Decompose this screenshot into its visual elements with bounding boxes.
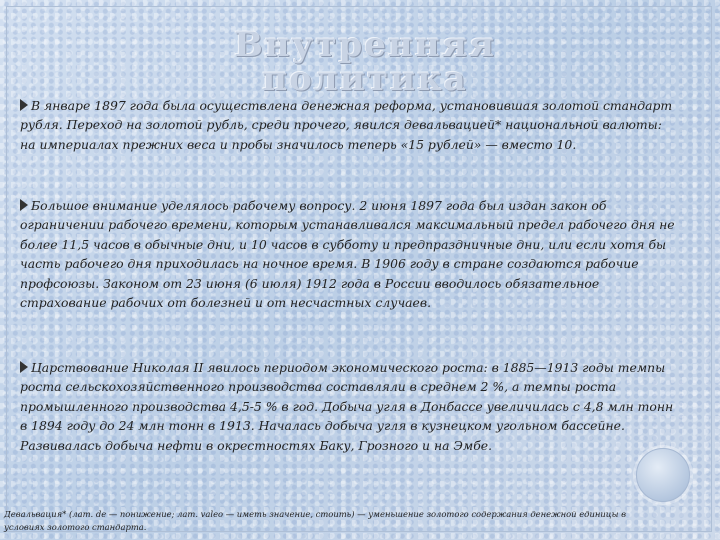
paragraph-text: Царствование Николая II явилось периодом экономического роста: в 1885—1913 годы темпы роста сельскохозяйственного производства составляли в среднем 2 %, а темпы роста промышленного производства 4,5-5 % в год. Добыча угля в Донбассе увеличилась с 4,8 млн тонн в 1894 году до 24 млн тонн в 1913. Началась добыча угля в кузнецком угольном бассейне. Развивалась добыча нефти в окрестностях Баку, Грозного и на Эмбе.	[20, 360, 674, 453]
arrow-bullet-icon	[20, 199, 28, 211]
paragraph-economic-growth	[20, 358, 680, 455]
paragraph-labor-question	[20, 196, 680, 312]
paragraph-text: В январе 1897 года была осуществлена денежная реформа, установившая золотой стандарт рубля. Переход на золотой рубль, среди прочего, явился девальвацией* национальной валюты: на империалах прежних веса и пробы значилось теперь «15 рублей» — вместо 10.	[20, 98, 673, 152]
decorative-circle	[636, 448, 690, 502]
paragraph-monetary-reform	[20, 96, 680, 154]
arrow-bullet-icon	[20, 99, 28, 111]
slide-title: Внутренняя политика	[234, 25, 496, 99]
paragraph-text: Большое внимание уделялось рабочему вопросу. 2 июня 1897 года был издан закон об ограничении рабочего времени, которым устанавливался максимальный предел рабочего дня не более 11,5 часов в обычные дни, и 10 часов в субботу и предпраздничные дни, или если хотя бы часть рабочего дня приходилась на ночное время. В 1906 году в стране создаются рабочие профсоюзы. Законом от 23 июня (6 июля) 1912 года в России вводилось обязательное страхование рабочих от болезней и от несчастных случаев.	[20, 198, 675, 311]
arrow-bullet-icon	[20, 361, 28, 373]
footnote: Девальвация* (лат. de — понижение; лат. valeo — иметь значение, стоить) — уменьшение золотого содержания денежной единицы в условиях золотого стандарта.	[4, 509, 626, 532]
